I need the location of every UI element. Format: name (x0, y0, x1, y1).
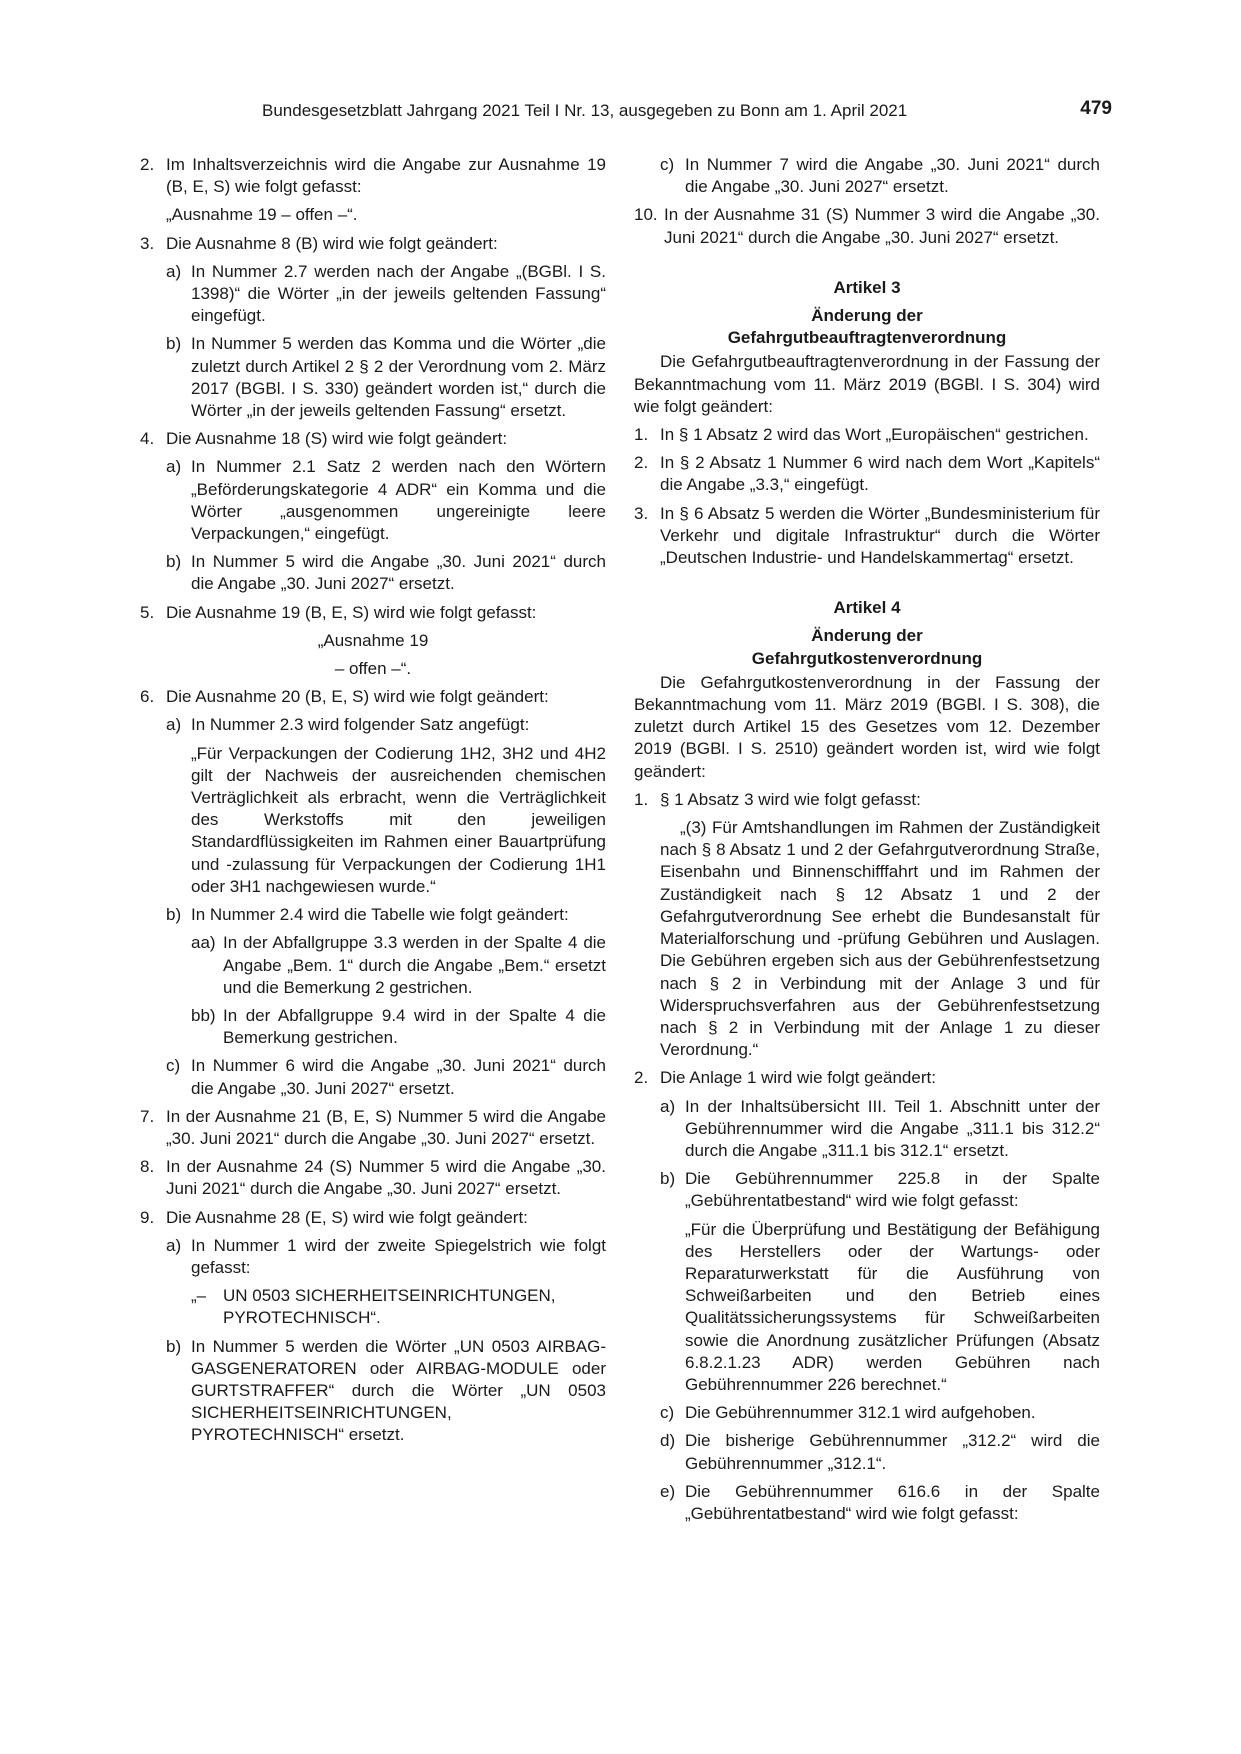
item-number: 5. (140, 602, 155, 622)
sub-item-letter: a) (166, 457, 182, 477)
item-number: 7. (140, 1106, 155, 1126)
sub-item-text: In Nummer 5 werden die Wörter „UN 0503 AIRBAG-GASGENERATOREN oder AIRBAG-MODULE oder GURTSTRAFFER“ durch die Wörter „UN 0503 SICHERHEITSEINRICHTUNGEN, PYROTECHNISCH“ ersetzt. (191, 1336, 606, 1445)
gazette-title: Bundesgesetzblatt Jahrgang 2021 Teil I Nr. 13, ausgegeben zu Bonn am 1. April 2021 (262, 101, 908, 120)
list-item-8 (140, 1156, 606, 1200)
item-number: 1. (634, 425, 649, 445)
list-item-6 (140, 686, 606, 708)
item-text: Die Anlage 1 wird wie folgt geändert: (660, 1068, 936, 1088)
item-number: 2. (634, 453, 649, 473)
article-4-sub-item-e (634, 1481, 1100, 1525)
sub-item-text: In Nummer 5 werden das Komma und die Wörter „die zuletzt durch Artikel 2 § 2 der Verordnung vom 2. März 2017 (BGBl. I S. 330) geändert worden ist,“ durch die Wörter „in der jeweils geltenden Fassung“ ersetzt. (191, 334, 606, 421)
sub-item-9b (140, 1336, 606, 1447)
article-3-item-3 (634, 503, 1100, 570)
sub-item-6c (140, 1055, 606, 1099)
sub-item-text: In Nummer 2.3 wird folgender Satz angefügt: (191, 715, 530, 735)
article-3-title-line2: Gefahrgutbeauftragtenverordnung (727, 328, 1007, 348)
running-header (262, 100, 1112, 126)
sub-item-text: In der Inhaltsübersicht III. Teil 1. Abschnitt unter der Gebührennummer wird die Angabe „311.1 bis 312.2“ durch die Angabe „311.1 bis 312.1“ ersetzt. (685, 1096, 1100, 1160)
sub-item-letter: b) (166, 1336, 182, 1356)
page-number: 479 (1080, 98, 1112, 119)
quoted-text: – offen –“. (334, 659, 412, 679)
sub-item-4a (140, 456, 606, 545)
quoted-text: „(3) Für Amtshandlungen im Rahmen der Zuständigkeit nach § 8 Absatz 1 und 2 der Gefahrgutverordnung Straße, Eisenbahn und Binnenschifffahrt und im Rahmen der Zuständigkeit nach § 12 Absatz 1 und 2 der Gefahrgutverordnung See erhebt die Bundesanstalt für Materialforschung und -prüfung Gebühren und Auslagen. Die Gebühren ergeben sich aus der Gebührenfestsetzung nach § 2 in Verbindung mit der Anlage 3 und für Widerspruchsverfahren aus der Gebührenfestsetzung nach § 2 in Verbindung mit der Anlage 1 zu dieser Verordnung.“ (660, 818, 1100, 1060)
sub-item-3a (140, 261, 606, 328)
item-number: 9. (140, 1207, 155, 1227)
item-text: Die Ausnahme 8 (B) wird wie folgt geändert: (166, 233, 498, 253)
sub-item-letter: c) (660, 155, 675, 174)
item-text: In § 6 Absatz 5 werden die Wörter „Bundesministerium für Verkehr und digitale Infrastruktur“ durch die Wörter „Deutschen Industrie- und Handelskammertag“ ersetzt. (660, 503, 1100, 568)
sub-item-text: Die bisherige Gebührennummer „312.2“ wird die Gebührennummer „312.1“. (685, 1431, 1100, 1473)
list-item-4 (140, 428, 606, 450)
article-4-sub-item-b (634, 1168, 1100, 1212)
right-column (634, 154, 1100, 1531)
sub-item-9a (140, 1235, 606, 1279)
item-text: Die Ausnahme 28 (E, S) wird wie folgt geändert: (166, 1207, 528, 1227)
article-3-intro: Die Gefahrgutbeauftragtenverordnung in der Fassung der Bekanntmachung vom 11. März 2019 (BGBl. I S. 304) wird wie folgt geändert: (634, 352, 1100, 416)
sub-item-letter: b) (166, 552, 182, 572)
sub-item-text: In Nummer 6 wird die Angabe „30. Juni 2021“ durch die Angabe „30. Juni 2027“ ersetzt. (191, 1056, 606, 1098)
sub-item-text: In Nummer 7 wird die Angabe „30. Juni 2021“ durch die Angabe „30. Juni 2027“ ersetzt. (685, 155, 1100, 197)
sub-sub-item-bb (140, 1005, 606, 1049)
list-item-9 (140, 1207, 606, 1229)
sub-sub-item-label: bb) (191, 1005, 216, 1025)
item-number: 2. (140, 155, 155, 174)
item-text: In der Ausnahme 31 (S) Nummer 3 wird die Angabe „30. Juni 2021“ durch die Angabe „30. Juni 2027“ ersetzt. (664, 205, 1100, 247)
item-number: 10. (634, 205, 658, 225)
item-number: 4. (140, 429, 155, 449)
item-number: 6. (140, 687, 155, 707)
sub-sub-item-aa (140, 932, 606, 999)
item-text: Die Ausnahme 19 (B, E, S) wird wie folgt gefasst: (166, 602, 537, 622)
list-item-10 (634, 204, 1100, 248)
sub-item-letter: c) (660, 1403, 675, 1423)
sub-item-letter: b) (166, 905, 182, 925)
sub-sub-item-text: In der Abfallgruppe 3.3 werden in der Spalte 4 die Angabe „Bem. 1“ durch die Angabe „Bem.“ ersetzt und die Bemerkung 2 gestrichen. (223, 933, 606, 997)
item-text: In der Ausnahme 21 (B, E, S) Nummer 5 wird die Angabe „30. Juni 2021“ durch die Angabe „30. Juni 2027“ ersetzt. (166, 1106, 606, 1148)
quoted-heading: „Ausnahme 19 (317, 630, 429, 650)
sub-item-letter: a) (166, 261, 182, 281)
quoted-text: „Ausnahme 19 – offen –“. (166, 205, 358, 225)
sub-item-9c (634, 154, 1100, 198)
sub-item-text: In Nummer 2.4 wird die Tabelle wie folgt geändert: (191, 905, 569, 925)
sub-sub-item-text: In der Abfallgruppe 9.4 wird in der Spalte 4 die Bemerkung gestrichen. (223, 1005, 606, 1048)
sub-item-4b (140, 551, 606, 595)
article-3-heading: Artikel 3 (833, 277, 901, 297)
sub-item-letter: b) (660, 1169, 676, 1189)
sub-item-letter: c) (166, 1056, 181, 1076)
dash-mark: „– (191, 1286, 207, 1306)
sub-item-text: In Nummer 2.7 werden nach der Angabe „(BGBl. I S. 1398)“ die Wörter „in der jeweils geltenden Fassung“ eingefügt. (191, 261, 606, 326)
dash-item (140, 1285, 606, 1329)
sub-sub-item-label: aa) (191, 933, 216, 953)
article-4-title-line1: Änderung der (811, 626, 923, 646)
sub-item-text: In Nummer 1 wird der zweite Spiegelstrich wie folgt gefasst: (191, 1235, 606, 1277)
sub-item-letter: b) (166, 334, 182, 354)
article-4-item-1 (634, 789, 1100, 811)
sub-item-letter: a) (660, 1096, 676, 1116)
item-text: In § 1 Absatz 2 wird das Wort „Europäischen“ gestrichen. (660, 425, 1089, 445)
article-4-item-2 (634, 1067, 1100, 1089)
sub-item-text: Die Gebührennummer 616.6 in der Spalte „Gebührentatbestand“ wird wie folgt gefasst: (685, 1481, 1100, 1523)
list-item-7 (140, 1106, 606, 1150)
sub-item-letter: d) (660, 1431, 676, 1451)
sub-item-text: Die Gebührennummer 312.1 wird aufgehoben. (685, 1403, 1036, 1423)
item-number: 8. (140, 1157, 155, 1177)
item-text: In § 2 Absatz 1 Nummer 6 wird nach dem Wort „Kapitels“ die Angabe „3.3,“ eingefügt. (660, 453, 1100, 495)
list-item-3 (140, 233, 606, 255)
list-item-2 (140, 154, 606, 198)
sub-item-3b (140, 333, 606, 422)
item-text: In der Ausnahme 24 (S) Nummer 5 wird die Angabe „30. Juni 2021“ durch die Angabe „30. Juni 2027“ ersetzt. (166, 1157, 606, 1199)
item-text: § 1 Absatz 3 wird wie folgt gefasst: (660, 789, 921, 809)
article-3-item-2 (634, 452, 1100, 496)
article-3-title-line1: Änderung der (811, 306, 923, 326)
quoted-text: „Für Verpackungen der Codierung 1H2, 3H2 und 4H2 gilt der Nachweis der ausreichenden chemischen Verträglichkeit als erbracht, wenn die Verträglichkeit des Werkstoffs mit den jeweiligen Standardflüssigkeiten im Rahmen einer Bauartprüfung und -zulassung für Verpackungen der Codierung 1H1 oder 3H1 nachgewiesen wurde.“ (191, 743, 606, 896)
sub-item-text: In Nummer 5 wird die Angabe „30. Juni 2021“ durch die Angabe „30. Juni 2027“ ersetzt. (191, 552, 606, 594)
item-text: Im Inhaltsverzeichnis wird die Angabe zur Ausnahme 19 (B, E, S) wie folgt gefasst: (166, 155, 606, 197)
item-text: Die Ausnahme 20 (B, E, S) wird wie folgt geändert: (166, 687, 549, 707)
quoted-text: UN 0503 SICHERHEITSEINRICHTUNGEN, PYROTECHNISCH“. (223, 1286, 556, 1328)
sub-item-6b (140, 904, 606, 926)
item-number: 3. (634, 503, 649, 523)
article-4-title-line2: Gefahrgutkostenverordnung (751, 648, 983, 668)
article-4-sub-item-d (634, 1430, 1100, 1474)
sub-item-letter: a) (166, 1235, 182, 1255)
quoted-text: „Für die Überprüfung und Bestätigung der Befähigung des Herstellers oder der Wartungs- oder Reparaturwerkstatt für die Ausführung von Schweißarbeiten und den Betrieb eines Qualitätssicherungssystems für Schweißarbeiten sowie die Anordnung zusätzlicher Prüfungen (Absatz 6.8.2.1.23 ADR) werden Gebühren nach Gebührennummer 226 berechnet.“ (685, 1219, 1100, 1394)
article-4-heading: Artikel 4 (833, 598, 901, 618)
article-4-sub-item-c (634, 1402, 1100, 1424)
sub-item-text: Die Gebührennummer 225.8 in der Spalte „Gebührentatbestand“ wird wie folgt gefasst: (685, 1169, 1100, 1211)
article-4-intro: Die Gefahrgutkostenverordnung in der Fassung der Bekanntmachung vom 11. März 2019 (BGBl. I S. 308), die zuletzt durch Artikel 15 des Gesetzes vom 12. Dezember 2019 (BGBl. I S. 2510) geändert worden ist, wird wie folgt geändert: (634, 672, 1100, 781)
article-3-item-1 (634, 424, 1100, 446)
sub-item-letter: a) (166, 715, 182, 735)
sub-item-6a (140, 714, 606, 736)
left-column (140, 154, 606, 1453)
item-text: Die Ausnahme 18 (S) wird wie folgt geändert: (166, 429, 508, 449)
article-4-sub-item-a (634, 1096, 1100, 1163)
item-number: 2. (634, 1068, 649, 1088)
sub-item-text: In Nummer 2.1 Satz 2 werden nach den Wörtern „Beförderungskategorie 4 ADR“ ein Komma und die Wörter „ausgenommen ungereinigte leere Verpackungen,“ eingefügt. (191, 457, 606, 544)
item-number: 3. (140, 233, 155, 253)
item-number: 1. (634, 789, 649, 809)
sub-item-letter: e) (660, 1481, 676, 1501)
list-item-5 (140, 602, 606, 624)
